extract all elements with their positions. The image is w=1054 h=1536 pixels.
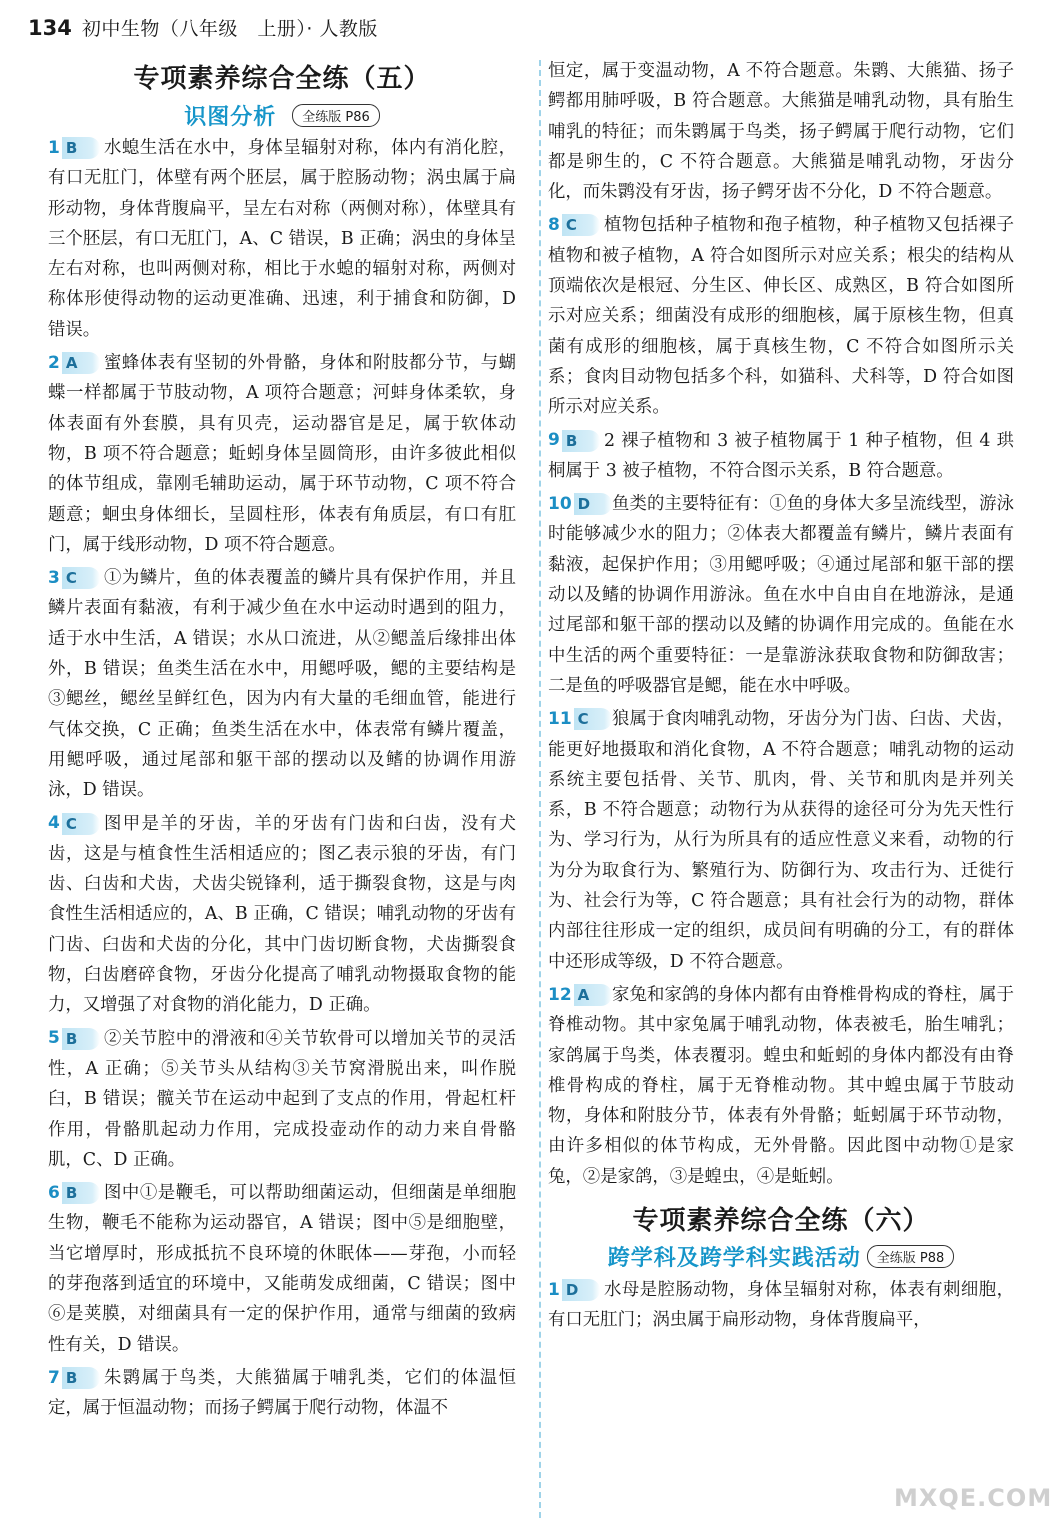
item-number: 1 <box>548 1279 560 1300</box>
item-text: ①为鳞片，鱼的体表覆盖的鳞片具有保护作用，并且鳞片表面有黏液，有利于减少鱼在水中运动时遇到的阻力，适于水中生活，A 错误；水从口流进，从②鳃盖后缘排出体外，B 错误；鱼类生活在水中，用鳃呼吸，鳃的主要结构是③鳃丝，鳃丝呈鲜红色，因为内有大量的毛细血管，能进行气体交换，C 正确；鱼类生活在水中，体表常有鳞片覆盖，用鳃呼吸，通过尾部和躯干部的摆动以及鳍的协调作用游泳，D 错误。 <box>48 568 516 801</box>
item-number: 7 <box>48 1367 60 1388</box>
page-ref-badge: 全练版 P86 <box>292 104 380 127</box>
item-label <box>548 214 600 236</box>
section-subtitle-row <box>48 97 516 133</box>
item-number: 3 <box>48 568 60 589</box>
item-label <box>48 1028 100 1050</box>
item-label <box>48 352 100 374</box>
item-label <box>48 137 100 159</box>
item-number: 9 <box>548 430 560 451</box>
answer-item <box>48 1024 516 1175</box>
answer-item <box>48 348 516 560</box>
item-answer: D <box>562 1279 600 1301</box>
item-label <box>48 567 100 589</box>
header-title: 初中生物（八年级 上册）· 人教版 <box>81 18 378 40</box>
answer-item <box>548 980 1014 1192</box>
item-number: 5 <box>48 1028 60 1049</box>
item-text: 水母是腔肠动物，身体呈辐射对称，体表有刺细胞，有口无肛门；涡虫属于扁形动物，身体背腹扁平， <box>548 1279 1014 1331</box>
right-column <box>548 56 1014 1339</box>
section-subtitle-row <box>548 1239 1014 1275</box>
column-divider <box>539 60 541 1518</box>
item-answer: B <box>62 1367 100 1389</box>
item-answer: B <box>62 137 100 159</box>
section-subtitle: 识图分析 <box>184 104 277 130</box>
watermark-text: MXQE.COM <box>894 1484 1053 1512</box>
continuation-text: 恒定，属于变温动物，A 不符合题意。朱鹮、大熊猫、扬子鳄都用肺呼吸，B 符合题意。大熊猫是哺乳动物，具有胎生哺乳的特征；而朱鹮属于鸟类，扬子鳄属于爬行动物，它们都是卵生的，C 不符合题意。大熊猫是哺乳动物，牙齿分化，而朱鹮没有牙齿，扬子鳄牙齿不分化，D 不符合题意。 <box>548 61 1014 203</box>
item-label <box>548 493 612 515</box>
section-title: 专项素养综合全练（六） <box>632 1205 930 1236</box>
answer-item <box>48 563 516 805</box>
item-label <box>548 984 612 1006</box>
item-text: 图中①是鞭毛，可以帮助细菌运动，但细菌是单细胞生物，鞭毛不能称为运动器官，A 错误；图中⑤是细胞壁，当它增厚时，形成抵抗不良环境的休眠体——芽孢，小而轻的芽孢落到适宜的环境中，又能萌发成细菌，C 错误；图中⑥是荚膜，对细菌具有一定的保护作用，通常与细菌的致病性有关，D 错误。 <box>48 1183 516 1355</box>
item-text: 鱼类的主要特征有：①鱼的身体大多呈流线型，游泳时能够减少水的阻力；②体表大都覆盖有鳞片，鳞片表面有黏液，起保护作用；③用鳃呼吸；④通过尾部和躯干部的摆动以及鳍的协调作用游泳。鱼在水中自由自在地游泳，是通过尾部和躯干部的摆动以及鳍的协调作用完成的。鱼能在水中生活的两个重要特征：一是靠游泳获取食物和防御敌害；二是鱼的呼吸器官是鳃，能在水中呼吸。 <box>548 494 1014 696</box>
page-header <box>28 14 378 46</box>
item-text: ②关节腔中的滑液和④关节软骨可以增加关节的灵活性，A 正确；⑤关节头从结构③关节窝滑脱出来，叫作脱臼，B 错误；髋关节在运动中起到了支点的作用，骨起杠杆作用，骨骼肌起动力作用，完成投壶动作的动力来自骨骼肌，C、D 正确。 <box>48 1028 516 1170</box>
item-answer: C <box>62 813 100 835</box>
item-answer: D <box>574 493 612 515</box>
item-number: 12 <box>548 984 572 1005</box>
item-text: 图甲是羊的牙齿，羊的牙齿有门齿和臼齿，没有犬齿，这是与植食性生活相适应的；图乙表示狼的牙齿，有门齿、臼齿和犬齿，犬齿尖锐锋利，适于撕裂食物，这是与肉食性生活相适应的，A、B 正确，C 错误；哺乳动物的牙齿有门齿、臼齿和犬齿的分化，其中门齿切断食物，犬齿撕裂食物，臼齿磨碎食物，牙齿分化提高了哺乳动物摄取食物的能力，又增强了对食物的消化能力，D 正确。 <box>48 813 516 1016</box>
section-title: 专项素养综合全练（五） <box>133 64 431 94</box>
item-text: 狼属于食肉哺乳动物，牙齿分为门齿、臼齿、犬齿，能更好地摄取和消化食物，A 不符合题意；哺乳动物的运动系统主要包括骨、关节、肌肉，骨、关节和肌肉是并列关系，B 不符合题意；动物行为从获得的途径可分为先天性行为、学习行为，从行为所具有的适应性意义来看，动物的行为分为取食行为、繁殖行为、防御行为、攻击行为、迁徙行为、社会行为等，C 符合题意；具有社会行为的动物，群体内部往往形成一定的组织，成员间有明确的分工，有的群体中还形成等级，D 不符合题意。 <box>548 709 1014 972</box>
item-answer: B <box>62 1028 100 1050</box>
answer-item <box>48 1178 516 1360</box>
item-answer: B <box>62 1182 100 1204</box>
item-text: 朱鹮属于鸟类，大熊猫属于哺乳类，它们的体温恒定，属于恒温动物；而扬子鳄属于爬行动物，体温不 <box>48 1367 516 1419</box>
item-answer: A <box>574 984 612 1006</box>
item-label <box>548 1279 600 1301</box>
item-number: 1 <box>48 137 60 158</box>
answer-item <box>548 1275 1014 1336</box>
item-text: 水螅生活在水中，身体呈辐射对称，体内有消化腔，有口无肛门，体壁有两个胚层，属于腔肠动物；涡虫属于扁形动物，身体背腹扁平，呈左右对称（两侧对称），体壁具有三个胚层，有口无肛门，A、C 错误，B 正确；涡虫的身体呈左右对称，也叫两侧对称，相比于水螅的辐射对称，两侧对称体形使得动物的运动更准确、迅速，利于捕食和防御，D 错误。 <box>48 138 516 340</box>
answer-item <box>48 1363 516 1424</box>
item-answer: C <box>574 708 612 730</box>
item-answer: C <box>562 214 600 236</box>
item-number: 4 <box>48 813 60 834</box>
item-label <box>48 1367 100 1389</box>
answer-item <box>548 210 1014 422</box>
item-number: 10 <box>548 494 572 515</box>
answer-item <box>48 809 516 1021</box>
answer-item <box>548 426 1014 487</box>
left-column <box>48 56 516 1426</box>
item-text: 家兔和家鸽的身体内都有由脊椎骨构成的脊柱，属于脊椎动物。其中家兔属于哺乳动物，体表被毛，胎生哺乳；家鸽属于鸟类，体表覆羽。蝗虫和蚯蚓的身体内都没有由脊椎骨构成的脊柱，属于无脊椎动物。其中蝗虫属于节肢动物，身体和附肢分节，体表有外骨骼；蚯蚓属于环节动物，由许多相似的体节构成，无外骨骼。因此图中动物①是家兔，②是家鸽，③是蝗虫，④是蚯蚓。 <box>548 984 1014 1187</box>
answer-item <box>548 489 1014 701</box>
page-number: 134 <box>28 16 72 40</box>
item-answer: C <box>62 567 100 589</box>
item-number: 11 <box>548 709 572 730</box>
item-answer: A <box>62 352 100 374</box>
item-number: 6 <box>48 1182 60 1203</box>
item-number: 2 <box>48 352 60 373</box>
item-label <box>48 813 100 835</box>
item-text: 植物包括种子植物和孢子植物，种子植物又包括裸子植物和被子植物，A 符合如图所示对应关系；根尖的结构从顶端依次是根冠、分生区、伸长区、成熟区，B 符合如图所示对应关系；细菌没有成形的细胞核，属于原核生物，但真菌有成形的细胞核，属于真核生物，C 不符合如图所示关系；食肉目动物包括多个科，如猫科、犬科等，D 符合如图所示对应关系。 <box>548 215 1014 418</box>
answer-item <box>48 133 516 345</box>
section-subtitle: 跨学科及跨学科实践活动 <box>607 1246 861 1272</box>
item-label <box>48 1182 100 1204</box>
watermark-logo <box>894 1440 1053 1528</box>
item-text: 蜜蜂体表有坚韧的外骨骼，身体和附肢都分节，与蝴蝶一样都属于节肢动物，A 项符合题意；河蚌身体柔软，身体表面有外套膜，具有贝壳，运动器官是足，属于软体动物，B 项不符合题意；蚯蚓身体呈圆筒形，由许多彼此相似的体节组成，靠刚毛辅助运动，属于环节动物，C 项不符合题意；蛔虫身体细长，呈圆柱形，体表有角质层，有口有肛门，属于线形动物，D 项不符合题意。 <box>48 353 516 555</box>
item-number: 8 <box>548 215 560 236</box>
item-label <box>548 430 600 452</box>
item-text: 2 裸子植物和 3 被子植物属于 1 种子植物，但 4 珙桐属于 3 被子植物，不符合图示关系，B 符合题意。 <box>548 430 1014 481</box>
page-ref-badge: 全练版 P88 <box>867 1245 955 1268</box>
item-label <box>548 708 612 730</box>
answer-item <box>548 704 1014 977</box>
item-answer: B <box>562 430 600 452</box>
